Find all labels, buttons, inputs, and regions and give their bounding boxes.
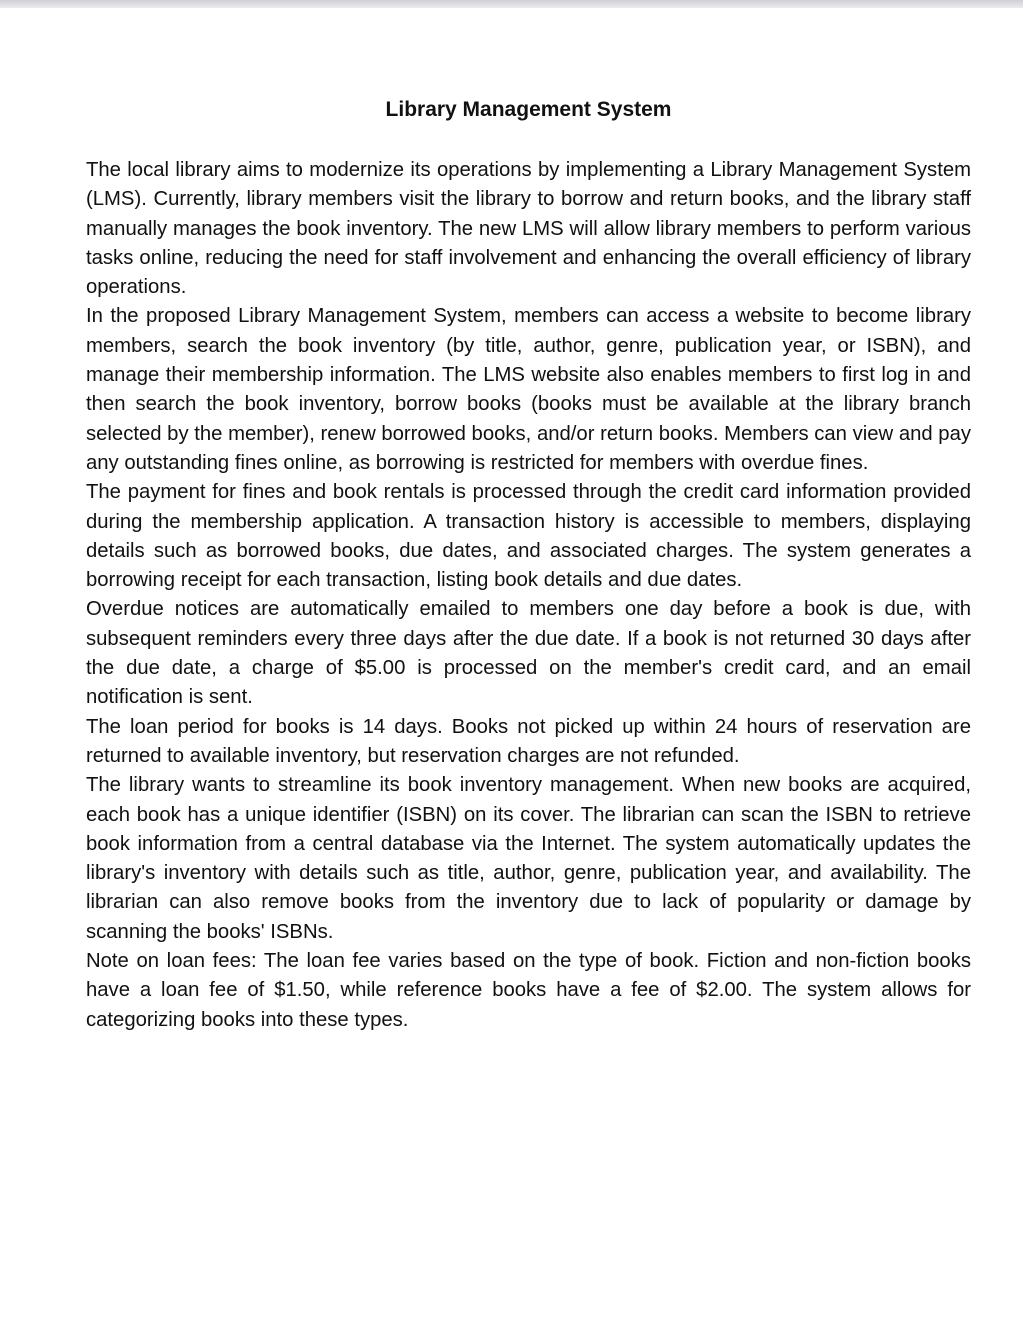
paragraph-intro: The local library aims to modernize its operations by implementing a Library Management System (LMS). Currently, library members visit the library to borrow and return books, and the library staff manually manages the book inventory. The new LMS will allow library members to perform various tasks online, reducing the need for staff involvement and enhancing the overall efficiency of library operations. [86, 159, 971, 299]
document-page [86, 98, 971, 1035]
paragraph-inventory: The library wants to streamline its book inventory management. When new books are acquired, each book has a unique identifier (ISBN) on its cover. The librarian can scan the ISBN to retrieve book information from a central database via the Internet. The system automatically updates the library's inventory with details such as title, author, genre, publication year, and availability. The librarian can also remove books from the inventory due to lack of popularity or damage by scanning the books' ISBNs. [86, 774, 971, 943]
paragraph-payment: The payment for fines and book rentals is processed through the credit card information provided during the membership application. A transaction history is accessible to members, displaying details such as borrowed books, due dates, and associated charges. The system generates a borrowing receipt for each transaction, listing book details and due dates. [86, 481, 971, 592]
paragraph-loan-fees: Note on loan fees: The loan fee varies based on the type of book. Fiction and non-fiction books have a loan fee of $1.50, while reference books have a fee of $2.00. The system allows for categorizing books into these types. [86, 950, 971, 1031]
paragraph-overdue-notices: Overdue notices are automatically emailed to members one day before a book is due, with subsequent reminders every three days after the due date. If a book is not returned 30 days after the due date, a charge of $5.00 is processed on the member's credit card, and an email notification is sent. [86, 598, 971, 709]
paragraph-loan-period: The loan period for books is 14 days. Books not picked up within 24 hours of reservation are returned to available inventory, but reservation charges are not refunded. [86, 715, 971, 767]
viewer-top-bar [0, 0, 1023, 8]
document-title: Library Management System [385, 98, 672, 121]
paragraph-proposed-system: In the proposed Library Management System, members can access a website to become library members, search the book inventory (by title, author, genre, publication year, or ISBN), and manage their membership information. The LMS website also enables members to first log in and then search the book inventory, borrow books (books must be available at the library branch selected by the member), renew borrowed books, and/or return books. Members can view and pay any outstanding fines online, as borrowing is restricted for members with overdue fines. [86, 305, 971, 474]
